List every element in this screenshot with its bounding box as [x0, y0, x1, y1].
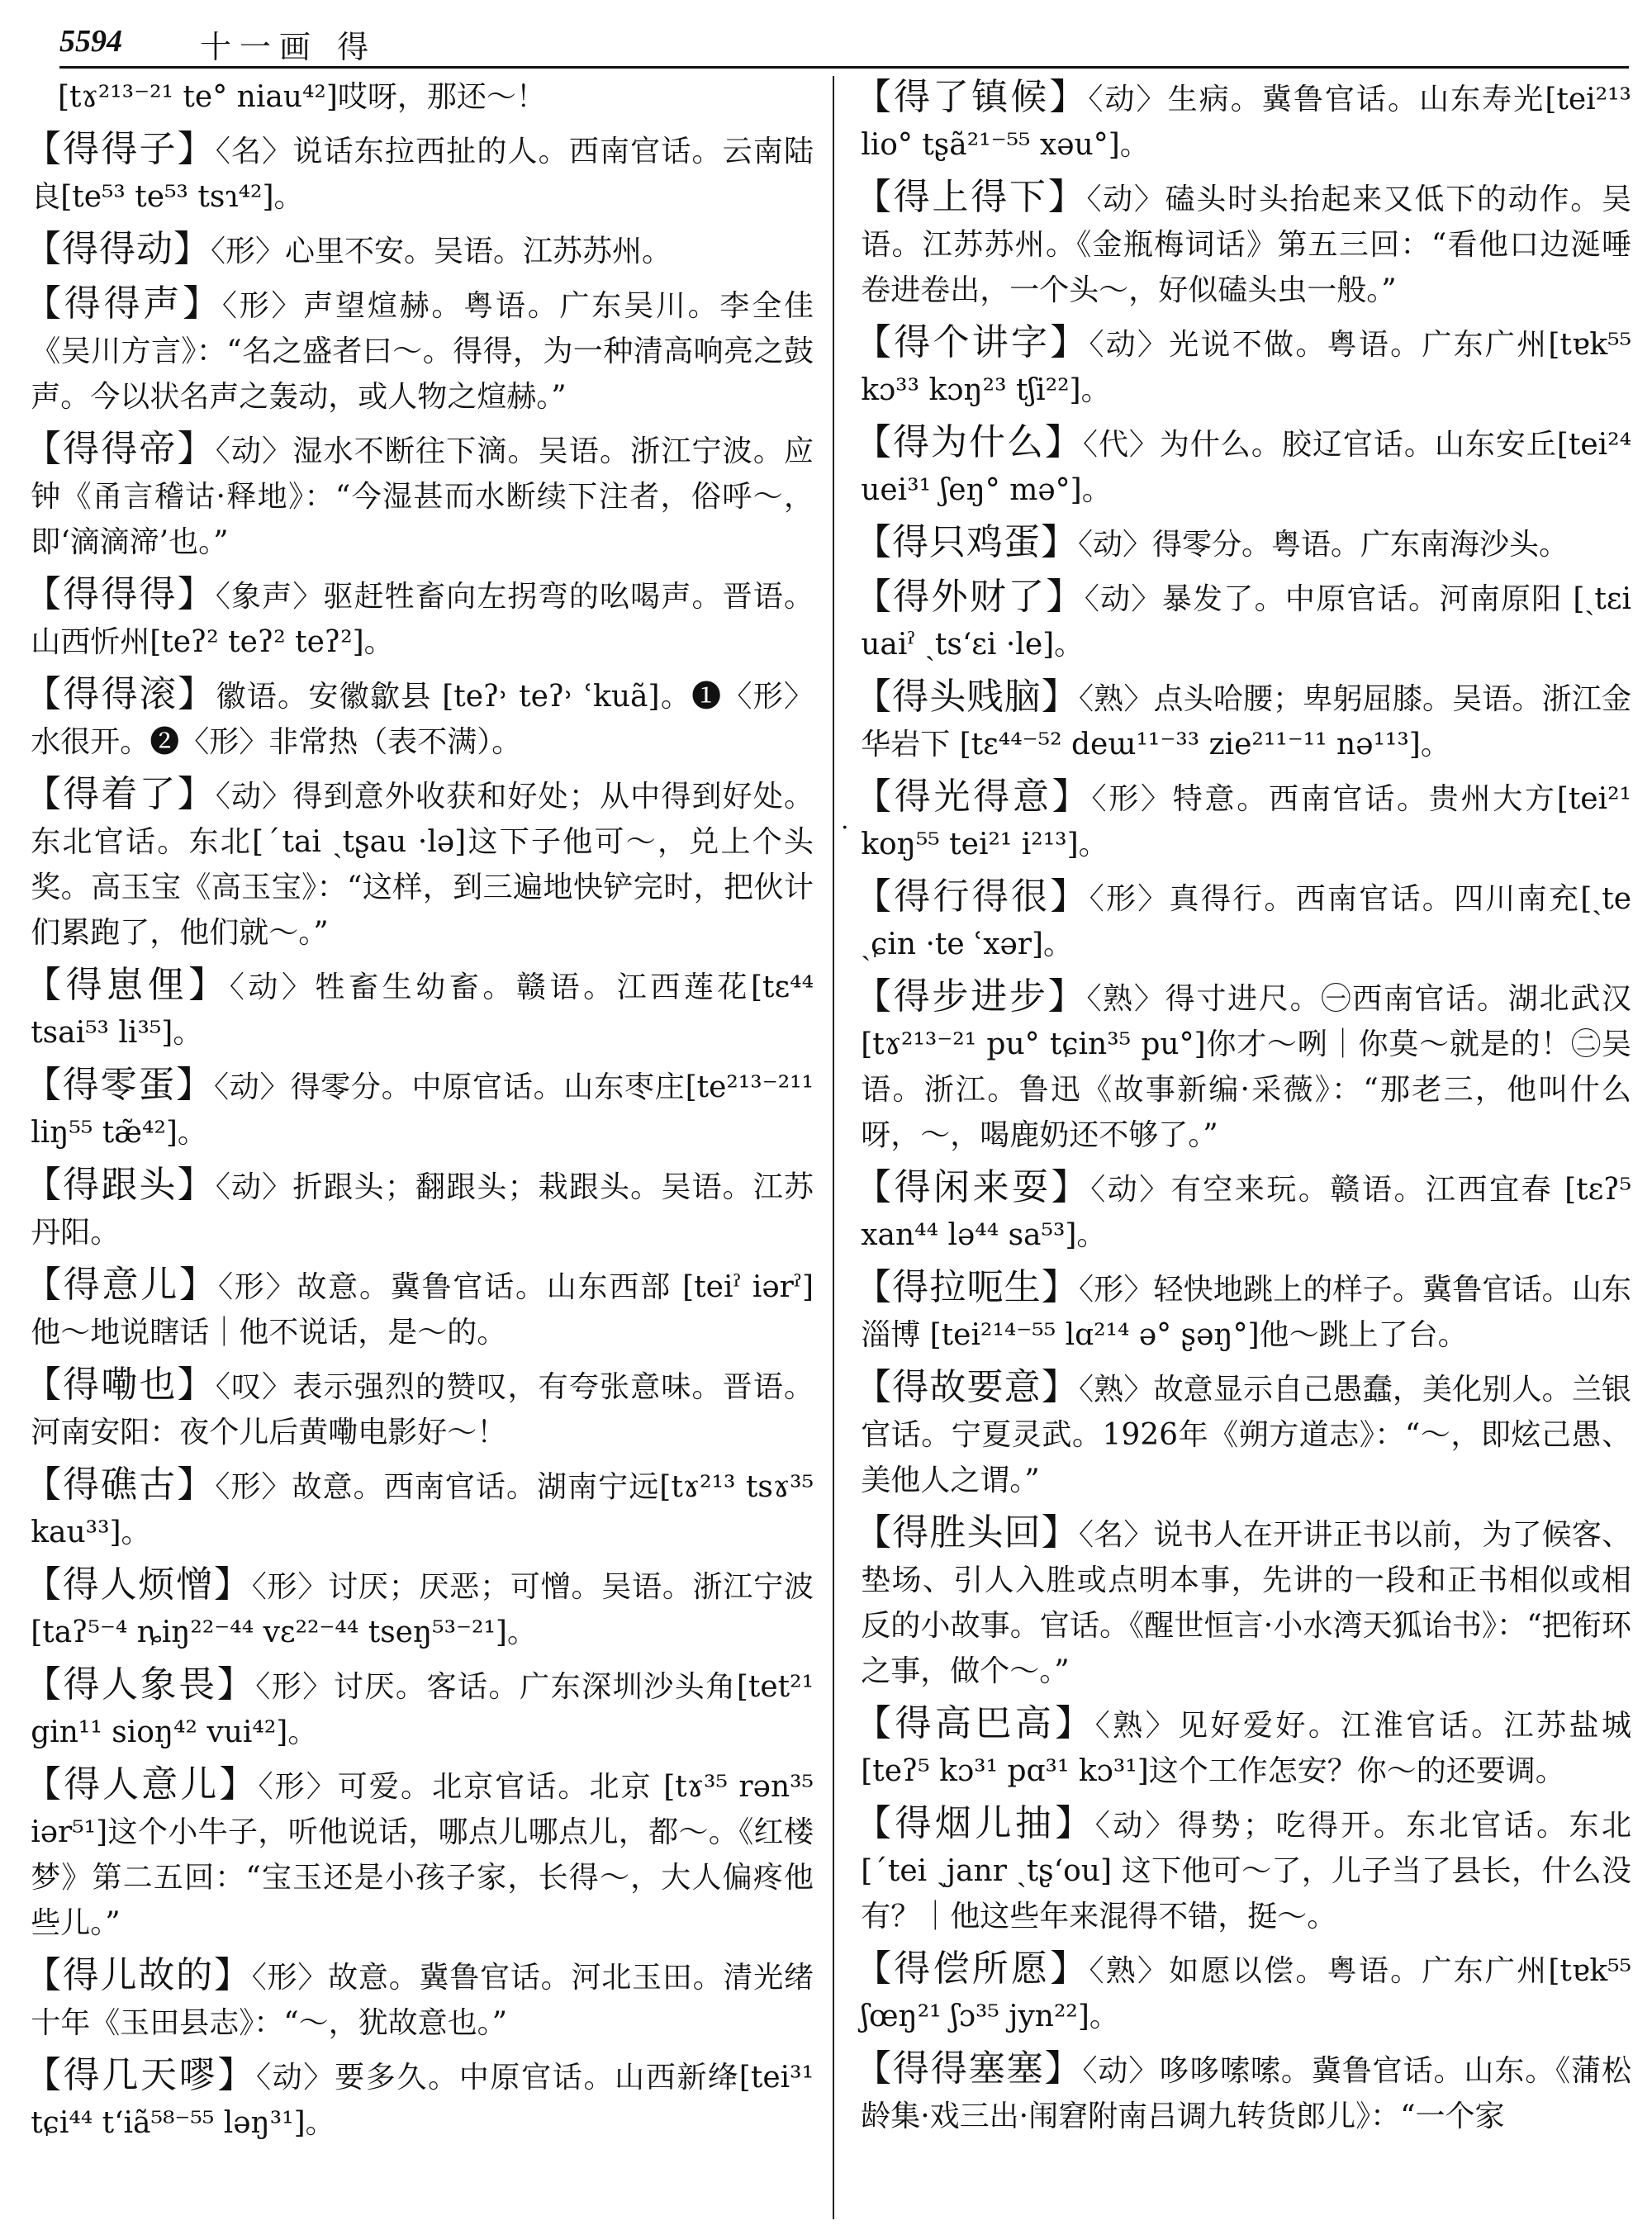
entry-headword: 【得得得】 — [25, 573, 216, 615]
dictionary-entry — [855, 974, 1631, 1158]
entry-definition: 〈名〉说话东拉西扯的人。西南官话。云南陆良[te⁵³ te⁵³ tsɿ⁴²]。 — [31, 135, 814, 214]
entry-definition: 徽语。安徽歙县 [teʔ˒ teʔ˒ ʿkuã]。❶〈形〉水很开。❷〈形〉非常热（表不满）。 — [31, 680, 814, 759]
entry-definition: 〈形〉声望煊赫。粤语。广东吴川。李全佳《吴川方言》：“名之盛者曰～。得得，为一种清高响亮之鼓声。今以状名声之轰动，或人物之煊赫。” — [31, 289, 814, 414]
dictionary-entry — [855, 2046, 1631, 2139]
dictionary-entry — [25, 771, 814, 956]
dictionary-entry — [25, 2052, 814, 2146]
dictionary-entry — [25, 1462, 814, 1555]
entry-definition: 〈动〉暴发了。中原官话。河南原阳 [ˏtɛi uaiˀ ˏtsʻɛi ·le]。 — [861, 582, 1631, 662]
entry-headword: 【得嘞也】 — [25, 1364, 216, 1406]
entry-definition: 〈名〉说书人在开讲正书以前，为了候客、垫场、引人入胜或点明本事，先讲的一段和正书相似或相反的小故事。官话。《醒世恒言·小水湾天狐诒书》：“把衔环之事，做个～。” — [861, 1518, 1631, 1688]
dictionary-entry — [25, 1162, 814, 1255]
entry-headword: 【得高巴高】 — [855, 1702, 1095, 1744]
entry-definition: 〈熟〉如愿以偿。粤语。广东广州[tɐk⁵⁵ ʃœŋ²¹ ʃɔ³⁵ jyn²²]。 — [861, 1954, 1631, 2033]
dictionary-entry — [25, 1762, 814, 1946]
entry-headword: 【得胜头回】 — [855, 1511, 1079, 1554]
entry-headword: 【得礁古】 — [25, 1464, 216, 1506]
dictionary-entry — [25, 126, 814, 220]
page-header — [59, 18, 1629, 68]
dictionary-entry — [855, 674, 1631, 767]
entry-headword: 【得人象畏】 — [25, 1663, 256, 1706]
entry-definition: 〈动〉哆哆嗦嗦。冀鲁官话。山东。《蒲松龄集·戏三出·闱窘附南吕调九转货郎儿》：“一个家 — [861, 2054, 1631, 2133]
dictionary-entry — [25, 426, 814, 565]
dictionary-entry — [855, 1364, 1631, 1503]
entry-definition: 〈形〉轻快地跳上的样子。冀鲁官话。山东淄博 [tei²¹⁴⁻⁵⁵ lɑ²¹⁴ ə° ʂəŋ°]他～跳上了台。 — [861, 1273, 1631, 1352]
entry-definition: 〈形〉故意。西南官话。湖南宁远[tɤ²¹³ tsɤ³⁵ kau³³]。 — [31, 1470, 814, 1549]
entry-definition: 〈形〉心里不安。吴语。江苏苏州。 — [211, 235, 672, 268]
entry-definition: 〈动〉得到意外收获和好处；从中得到好处。东北官话。东北[ˊtai ˏtʂau ·lə]这下子他可～，兑上个头奖。高玉宝《高玉宝》：“这样，到三遍地快铲完时，把伙计们累跑了，他们就～。” — [31, 780, 814, 950]
entry-definition: 〈动〉得零分。粤语。广东南海沙头。 — [1078, 528, 1569, 562]
entry-headword: 【得意儿】 — [25, 1264, 218, 1306]
entry-definition: 〈形〉故意。冀鲁官话。河北玉田。清光绪十年《玉田县志》：“～，犹故意也。” — [31, 1961, 814, 2040]
dictionary-entry — [855, 74, 1631, 168]
entry-headword: 【得拉呃生】 — [855, 1266, 1079, 1308]
dictionary-entry — [25, 1262, 814, 1355]
dictionary-entry — [25, 572, 814, 665]
entry-headword: 【得几天嘐】 — [25, 2054, 257, 2096]
entry-definition: 〈象声〉驱赶牲畜向左拐弯的吆喝声。晋语。山西忻州[teʔ² teʔ² teʔ²]。 — [31, 580, 814, 659]
dictionary-entry — [25, 962, 814, 1056]
dictionary-entry — [25, 1952, 814, 2046]
entry-definition: 〈形〉讨厌；厌恶；可憎。吴语。浙江宁波[taʔ⁵⁻⁴ ȵiŋ²²⁻⁴⁴ vɛ²²⁻⁴⁴ tseŋ⁵³⁻²¹]。 — [31, 1570, 814, 1649]
entry-definition: 〈动〉光说不做。粤语。广东广州[tɐk⁵⁵ kɔ³³ kɔŋ²³ tʃi²²]。 — [861, 328, 1631, 407]
dictionary-entry — [855, 1165, 1631, 1258]
entry-headword: 【得步进步】 — [855, 975, 1087, 1018]
dictionary-entry — [855, 1701, 1631, 1794]
entry-definition: 〈动〉磕头时头抬起来又低下的动作。吴语。江苏苏州。《金瓶梅词话》第五三回：“看他口边涎唾卷进卷出，一个头～，好似磕头虫一般。” — [861, 183, 1631, 307]
entry-definition: 〈熟〉点头哈腰；卑躬屈膝。吴语。浙江金华岩下 [tɛ⁴⁴⁻⁵² deɯ¹¹⁻³³ zie²¹¹⁻¹¹ nə¹¹³]。 — [861, 682, 1631, 762]
entry-headword: 【得得塞塞】 — [855, 2047, 1083, 2090]
entry-definition: 〈形〉特意。西南官话。贵州大方[tei²¹ koŋ⁵⁵ tei²¹ i²¹³]。 — [861, 782, 1631, 861]
running-title: 十一画 得 — [200, 29, 377, 65]
dictionary-entry — [855, 174, 1631, 313]
dictionary-entry — [855, 1946, 1631, 2039]
dictionary-entry — [855, 874, 1631, 967]
dictionary-entry — [855, 520, 1631, 567]
left-column — [25, 74, 814, 2222]
margin-mark: · — [841, 814, 849, 842]
entry-headword: 【得故要意】 — [855, 1366, 1079, 1408]
entry-headword: 【得闲来耍】 — [855, 1166, 1091, 1208]
entry-headword: 【得头贱脑】 — [855, 676, 1079, 718]
entry-definition: 〈熟〉见好爱好。江淮官话。江苏盐城 [teʔ⁵ kɔ³¹ pɑ³¹ kɔ³¹]这个工作怎安？你～的还要调。 — [861, 1709, 1631, 1788]
entry-headword: 【得得动】 — [25, 228, 211, 270]
dictionary-entry — [25, 281, 814, 420]
entry-headword: 【得上得下】 — [855, 176, 1087, 218]
entry-headword: 【得着了】 — [25, 773, 216, 815]
entry-definition: 〈熟〉故意显示自己愚蠢，美化别人。兰银官话。宁夏灵武。1926年《朔方道志》：“～，即炫己愚、美他人之谓。” — [861, 1373, 1631, 1497]
entry-definition: 〈动〉得零分。中原官话。山东枣庄[te²¹³⁻²¹¹ liŋ⁵⁵ tæ̃⁴²]。 — [31, 1070, 814, 1150]
entry-headword: 【得个讲字】 — [855, 321, 1089, 363]
dictionary-entry — [25, 1362, 814, 1455]
dictionary-entry — [25, 671, 814, 765]
column-divider — [833, 76, 834, 2219]
entry-headword: 【得得滚】 — [25, 673, 216, 715]
entry-headword: 【得得子】 — [25, 128, 216, 170]
entry-headword: 【得人意儿】 — [25, 1763, 259, 1805]
dictionary-entry — [855, 1264, 1631, 1358]
right-column — [855, 74, 1631, 2222]
entry-definition: 〈动〉湿水不断往下滴。吴语。浙江宁波。应钟《甬言稽诂·释地》：“今湿甚而水断续下注者，俗呼～，即‘滴滴渧’也。” — [31, 434, 814, 559]
entry-definition: 〈叹〉表示强烈的赞叹，有夸张意味。晋语。河南安阳：夜个儿后黄嘞电影好～！ — [31, 1370, 814, 1450]
header-rule — [59, 66, 1629, 69]
entry-headword: 【得人烦憎】 — [25, 1563, 252, 1606]
dictionary-entry — [25, 1562, 814, 1655]
dictionary-entry — [855, 1801, 1631, 1939]
dictionary-entry — [855, 320, 1631, 413]
entry-headword: 【得偿所愿】 — [855, 1948, 1089, 1990]
continuation-line: [tɤ²¹³⁻²¹ te° niau⁴²]哎呀，那还～！ — [58, 80, 546, 114]
entry-headword: 【得光得意】 — [855, 776, 1092, 818]
entry-headword: 【得只鸡蛋】 — [855, 521, 1078, 563]
entry-headword: 【得行得很】 — [855, 875, 1089, 918]
entry-headword: 【得得帝】 — [25, 428, 216, 470]
entry-definition: 〈代〉为什么。胶辽官话。山东安丘[tei²⁴ uei³¹ ʃeŋ° mə°]。 — [861, 428, 1631, 507]
dictionary-entry — [855, 574, 1631, 667]
dictionary-entry — [855, 774, 1631, 867]
entry-definition: 〈动〉生病。冀鲁官话。山东寿光[tei²¹³ lio° tʂã²¹⁻⁵⁵ xəu°]。 — [861, 83, 1631, 162]
entry-headword: 【得了镇候】 — [855, 76, 1089, 118]
entry-definition: 〈形〉可爱。北京官话。北京 [tɤ³⁵ rən³⁵ iər⁵¹]这个小牛子，听他说话，哪点儿哪点儿，都～。《红楼梦》第二五回：“宝玉还是小孩子家，长得～，大人偏疼他些儿。” — [31, 1770, 814, 1940]
entry-definition: 〈形〉讨厌。客话。广东深圳沙头角[tet²¹ gin¹¹ sioŋ⁴² vui⁴²]。 — [31, 1670, 814, 1749]
entry-definition: 〈动〉折跟头；翻跟头；栽跟头。吴语。江苏丹阳。 — [31, 1170, 814, 1250]
entry-headword: 【得外财了】 — [855, 576, 1085, 618]
entry-headword: 【得零蛋】 — [25, 1064, 214, 1106]
dictionary-entry — [25, 1662, 814, 1755]
entry-definition: 〈形〉故意。冀鲁官话。山东西部 [teiˀ iərˀ] 他～地说瞎话｜他不说话，是～的。 — [31, 1270, 814, 1350]
entry-definition: 〈熟〉得寸进尺。㊀西南官话。湖北武汉[tɤ²¹³⁻²¹ pu° tɕin³⁵ pu°]你才～咧｜你莫～就是的！㊁吴语。浙江。鲁迅《故事新编·采薇》：“那老三，他叫什么呀，～，喝鹿奶还不够了。” — [861, 982, 1631, 1152]
dictionary-entry — [25, 226, 814, 274]
entry-definition: 〈形〉真得行。西南官话。四川南充[ˏte ˏɕin ·te ʿxər]。 — [861, 882, 1631, 961]
entry-headword: 【得烟儿抽】 — [855, 1802, 1095, 1844]
page-number: 5594 — [59, 24, 122, 59]
entry-headword: 【得崽俚】 — [25, 964, 230, 1006]
dictionary-entry — [855, 1510, 1631, 1694]
entry-headword: 【得跟头】 — [25, 1164, 216, 1206]
dictionary-entry — [25, 1062, 814, 1155]
entry-headword: 【得为什么】 — [855, 421, 1083, 463]
entry-definition: 〈动〉要多久。中原官话。山西新绛[tei³¹ tɕi⁴⁴ tʻiã⁵⁸⁻⁵⁵ ləŋ³¹]。 — [31, 2061, 814, 2140]
entry-headword: 【得得声】 — [25, 282, 222, 325]
entry-definition: 〈动〉牲畜生幼畜。赣语。江西莲花[tɛ⁴⁴ tsai⁵³ li³⁵]。 — [31, 970, 814, 1050]
dictionary-entry — [855, 420, 1631, 513]
entry-definition: 〈动〉有空来玩。赣语。江西宜春 [tɛʔ⁵ xan⁴⁴ lə⁴⁴ sa⁵³]。 — [861, 1173, 1631, 1252]
entry-headword: 【得儿故的】 — [25, 1954, 252, 1996]
entry-definition: 〈动〉得势；吃得开。东北官话。东北 [ˊtei ˏjanr ˏtʂʻou] 这下他可～了，儿子当了县长，什么没有？｜他这些年来混得不错，挺～。 — [861, 1809, 1631, 1933]
